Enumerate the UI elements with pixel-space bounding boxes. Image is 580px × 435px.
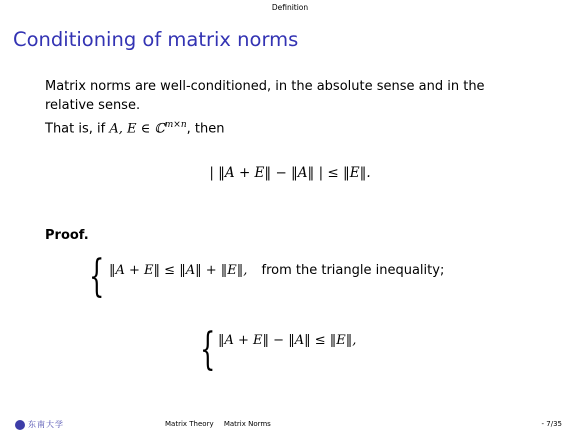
main-equation: | ‖A + E‖ − ‖A‖ | ≤ ‖E‖.: [209, 165, 371, 181]
proof-line-1-text: from the triangle inequality;: [261, 263, 445, 278]
frame-title: Conditioning of matrix norms: [13, 28, 299, 51]
left-brace-2: {: [200, 324, 216, 375]
intro-line-3: [45, 116, 224, 138]
intro-line-2: relative sense.: [45, 98, 141, 113]
proof-line-2: ‖A + E‖ − ‖A‖ ≤ ‖E‖,: [218, 333, 357, 348]
footer: [0, 418, 580, 432]
page-number: - 7/35: [541, 420, 562, 428]
university-seal-icon: [15, 420, 25, 430]
university-logo: [15, 419, 64, 430]
intro-line-3-prefix: That is, if: [45, 121, 110, 137]
footer-course: Matrix Theory: [165, 420, 214, 428]
intro-line-3-suffix: , then: [186, 121, 225, 137]
footer-chapter: Matrix Norms: [223, 420, 271, 428]
proof-line-1-math: ‖A + E‖ ≤ ‖A‖ + ‖E‖,: [109, 263, 248, 278]
proof-line-1: [109, 263, 444, 278]
intro-line-1: Matrix norms are well-conditioned, in the absolute sense and in the: [45, 79, 485, 94]
footer-center: [165, 420, 279, 428]
proof-label: Proof.: [45, 228, 89, 243]
intro-line-3-sup: m×n: [164, 120, 187, 130]
university-logo-text: 东南大学: [28, 420, 64, 429]
left-brace-1: {: [89, 251, 105, 302]
intro-line-3-math: A, E ∈ ℂ: [109, 121, 165, 137]
section-nav[interactable]: Definition: [271, 3, 309, 12]
